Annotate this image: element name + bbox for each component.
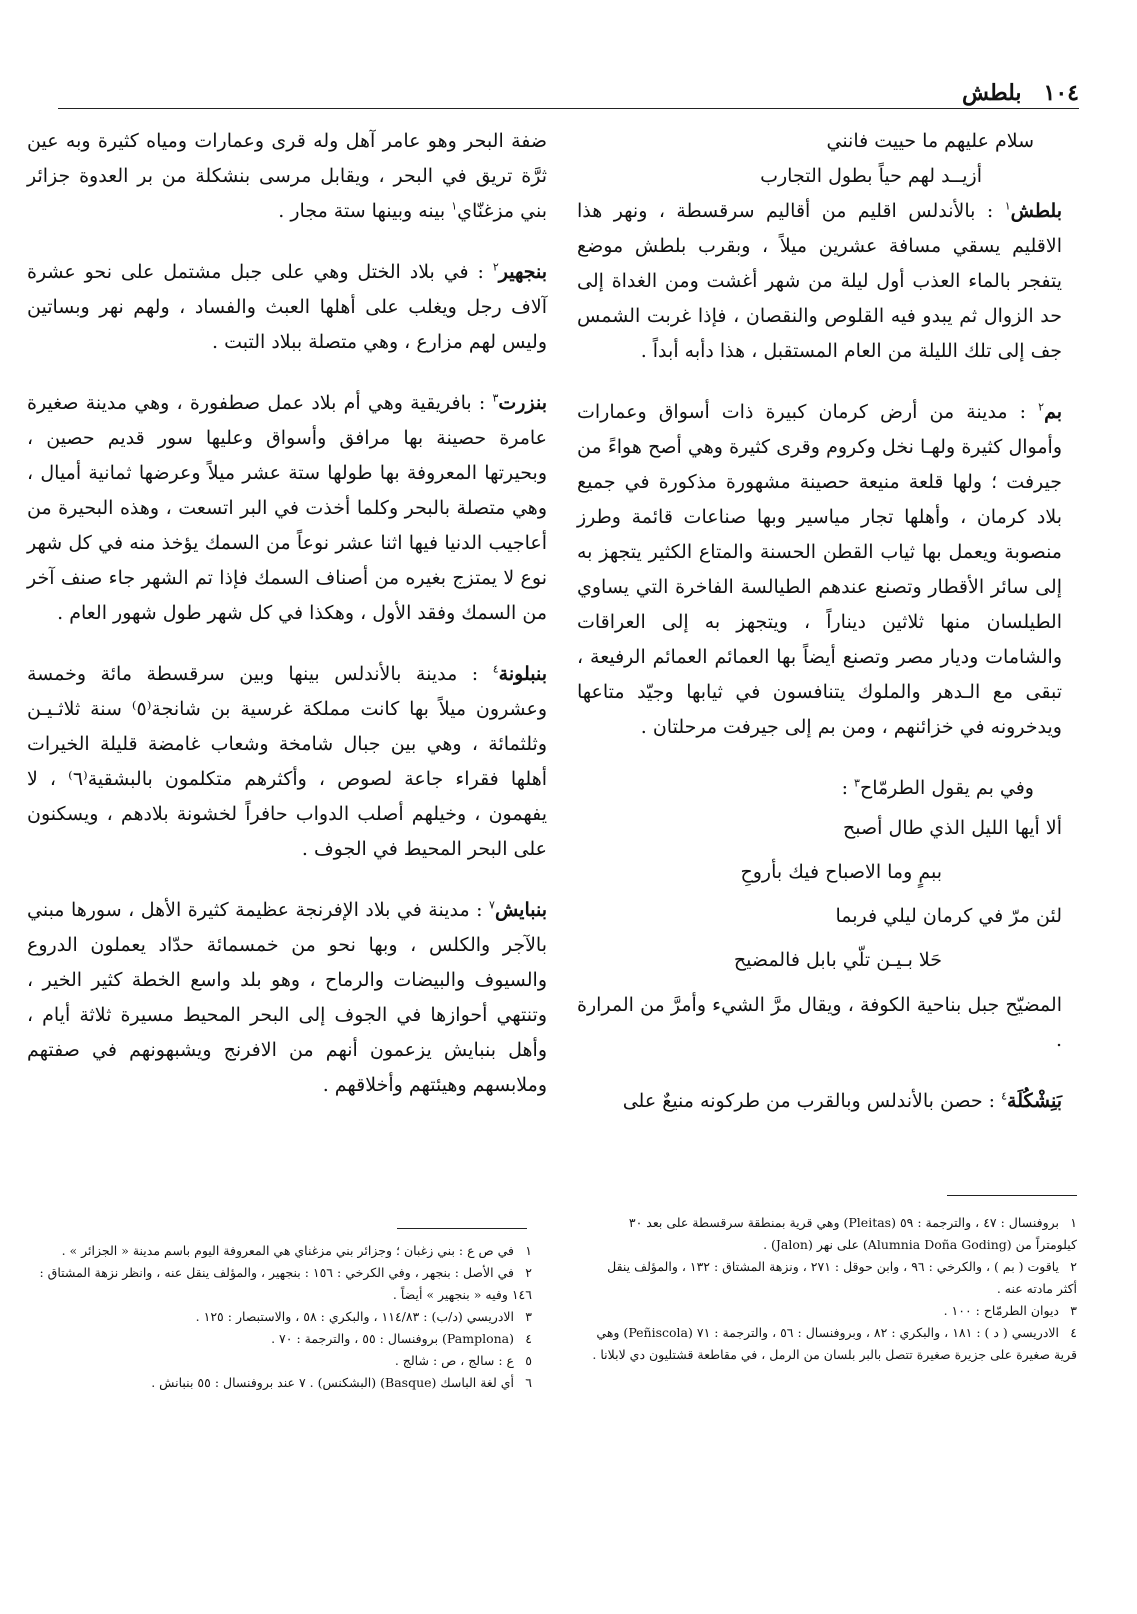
page-header [58,70,1079,106]
footnote-rule-right [947,1195,1077,1196]
running-title: بلطش [962,80,1022,106]
footnote: ٣ديوان الطرمّاح : ١٠٠ . [943,1303,1077,1318]
poem-line: ألا أيها الليل الذي طال أصبح [843,817,1062,839]
footnote: ٤(Pamplona) بروفنسال : ٥٥ ، والترجمة : ٧٠ . [271,1331,532,1346]
entry-baltash [577,194,1062,369]
entry-headword: بم [1044,401,1062,423]
footnote-ref: ٤ [492,662,499,676]
poem [577,806,1062,982]
page-number: ١٠٤ [1043,80,1079,106]
entry-text: : في بلاد الختل وهي على جبل مشتمل على نحو عشرة آلاف رجل ويغلب على أهلها العبث والفساد ، ولهم نهر وبساتين وليس لهم مزارع ، وهي متصلة ببلاد التبت . [27,261,547,353]
poem-line: ببمٍ وما الاصباح فيك بأروحِ [740,861,942,883]
entry-bam [577,395,1062,745]
left-column [27,124,547,1129]
footnote-ref: ٣ [854,776,860,790]
footnote-ref: ١ [1004,199,1011,213]
entry-banbaluna [27,657,547,867]
footnotes-right [587,1212,1077,1366]
entry-headword: بنجهير [498,261,547,283]
entry-banjahir [27,255,547,360]
verse-line: أزيــد لهم حياً بطول التجارب [760,165,982,187]
entry-text: : بالأندلس اقليم من أقاليم سرقسطة ، ونهر هذا الاقليم يسقي مسافة عشرين ميلاً ، وبقرب بلطش موضع يتفجر بالماء العذب أول ليلة من شهر أغشت ومن الغداة إلى حد الزوال ثم يبدو فيه القلوص والنقصان ، فإذا غربت الشمس جف إلى تلك الليلة من العام المستقبل ، هذا دأبه أبداً . [577,200,1062,362]
footnote: ١بروفنسال : ٤٧ ، والترجمة : ٥٩ (Pleitas) وهي قرية بمنطقة سرقسطة على بعد ٣٠ كيلومتراً من (Alumnia Doña Goding) على نهر (Jalon) . [628,1215,1077,1252]
poem-line: لئن مرّ في كرمان ليلي فربما [835,905,1062,927]
entry-banbaysh [27,893,547,1103]
entry-text: : مدينة من أرض كرمان كبيرة ذات أسواق وعمارات وأموال كثيرة ولهـا نخل وكروم وقرى كثيرة وهي أصح هواءً من جيرفت ؛ ولها قلعة منيعة حصينة مشهورة مذكورة في جميع بلاد كرمان ، وأهلها تجار مياسير وبها صناعات قائمة وطرز منصوبة ويعمل بها ثياب القطن الحسنة والمتاع الكثير يتجهز به إلى سائر الأقطار وتصنع عندهم الطيالسة الفاخرة التي يساوي الطيلسان منها ثلاثين ديناراً ، ويتجهز به إلى العراقات والشامات وديار مصر وتصنع أيضاً بها العمائم العمائم الرفيعة ، تبقى مع الـدهر والملوك يتنافسون في ثيابها وجيّد متاعها ويدخرونه في خزائنهم ، ومن بم إلى جيرفت مرحلتان . [577,401,1062,738]
footnote: ٢في الأصل : بنجهر ، وفي الكرخي : ١٥٦ : بنجهير ، والمؤلف ينقل عنه ، وانظر نزهة المشتاق : ١٤٦ وفيه « بنجهير » أيضاً . [39,1265,532,1302]
footnotes-left [27,1240,532,1394]
entry-headword: بنزرت [498,392,547,414]
entry-text: : مدينة في بلاد الإفرنجة عظيمة كثيرة الأهل ، سورها مبني بالآجر والكلس ، وبها نحو من خمسمائة حدّاد يعملون الدروع والسيوف والبيضات والرماح ، وهو بلد واسع الخطة كثير الخير ، وتنتهي أحوازها في الجوف إلى البحر المحيط مسيرة ثلاثة أيام ، وأهل بنبايش يزعمون أنهم من الافرنج ويشبهونهم في صفتهم وملابسهم وهيئتهم وأخلاقهم . [27,899,547,1096]
footnote: ٦أي لغة الباسك (Basque) (البشكنس) . ٧ عند بروفنسال : ٥٥ بنبانش . [151,1375,532,1390]
footnote-ref: ١ [451,199,458,213]
footnote-ref: ٧ [489,898,495,912]
verse-line: سلام عليهم ما حييت فانني [826,130,1034,152]
footnote-ref: ٤ [1001,1089,1008,1103]
entry-headword: بنبايش [494,899,547,921]
poem-gloss: المضيّح جبل بناحية الكوفة ، ويقال مرَّ الشيء وأمرَّ من المرارة . [577,994,1062,1051]
entry-headword: بلطش [1010,200,1062,222]
header-rule [58,108,1079,109]
footnote-ref: ٢ [1038,400,1045,414]
footnote: ٣الادريسي (د/ب) : ١١٤/٨٣ ، والبكري : ٥٨ ، والاستبصار : ١٢٥ . [195,1309,532,1324]
footnote-rule-left [397,1228,527,1229]
footnote: ١في ص ع : بني زغبان ؛ وجزائر بني مزغناي هي المعروفة اليوم باسم مدينة « الجزائر » . [61,1243,532,1258]
entry-continuation: ضفة البحر وهو عامر آهل وله قرى وعمارات ومياه كثيرة وبه عين ثرَّة تريق في البحر ، ويقابل مرسى بنشكلة من بر العدوة جزائر بني مزغنّاي$^١$ بينه وبينها ستة مجار . [27,130,547,222]
footnote: ٥ع : سالج ، ص : شالج . [394,1353,532,1368]
footnote-ref: ٣ [492,391,499,405]
footnote: ٤الادريسي ( د ) : ١٨١ ، والبكري : ٨٢ ، وبروفنسال : ٥٦ ، والترجمة : ٧١ (Peñiscola) وهي قرية صغيرة على جزيرة صغيرة تتصل بالبر بلسان من الرمل ، في مقاطعة قشتليون دي لابلانا . [592,1325,1077,1362]
entry-text: : مدينة بالأندلس بينها وبين سرقسطة مائة وخمسة وعشرون ميلاً بها كانت مملكة غرسية بن شانجة⁽٥⁾ سنة ثلاثـيـن وثلثمائة ، وهي بين جبال شامخة وشعاب غامضة قليلة الخيرات أهلها فقراء جاعة لصوص ، وأكثرهم متكلمون بالبشقية⁽٦⁾ ، لا يفهمون ، وخيلهم أصلب الدواب حافراً لخشونة بلادهم ، ويسكنون على البحر المحيط في الجوف . [27,663,548,860]
entry-headword: بَنِشْكُلَة [1007,1090,1062,1112]
entry-banzart [27,386,547,631]
entry-headword: بنبلونة [498,663,547,685]
poem-intro: وفي بم يقول الطرمّاح$^٣$ : [841,776,1034,799]
poem-line: حَلا بـيـن تلّي بابل فالمضيح [733,949,942,971]
footnote: ٢ياقوت ( بم ) ، والكرخي : ٩٦ ، وابن حوقل : ٢٧١ ، ونزهة المشتاق : ١٣٢ ، والمؤلف ينقل أكثر مادته عنه . [607,1259,1077,1296]
footnote-ref: ٢ [492,260,499,274]
entry-text: : حصن بالأندلس وبالقرب من طركونه منيعٌ على [622,1090,1002,1112]
right-column [577,124,1062,1119]
entry-banishkula [577,1084,1062,1119]
entry-text: : بافريقية وهي أم بلاد عمل صطفورة ، وهي مدينة صغيرة عامرة حصينة بها مرافق وأسواق وعليها سور قديم حصين ، وبحيرتها المعروفة بها طولها ستة عشر ميلاً وعرضها ثمانية أميال ، وهي متصلة بالبحر وكلما أخذت في البر اتسعت ، وهذه البحيرة من أعاجيب الدنيا فيها اثنا عشر نوعاً من السمك يؤخذ منه في كل شهر نوع لا يمتزج بغيره من أصناف السمك فإذا تم الشهر جاء صنف آخر من السمك وفقد الأول ، وهكذا في كل شهر طول شهور العام . [27,392,547,624]
